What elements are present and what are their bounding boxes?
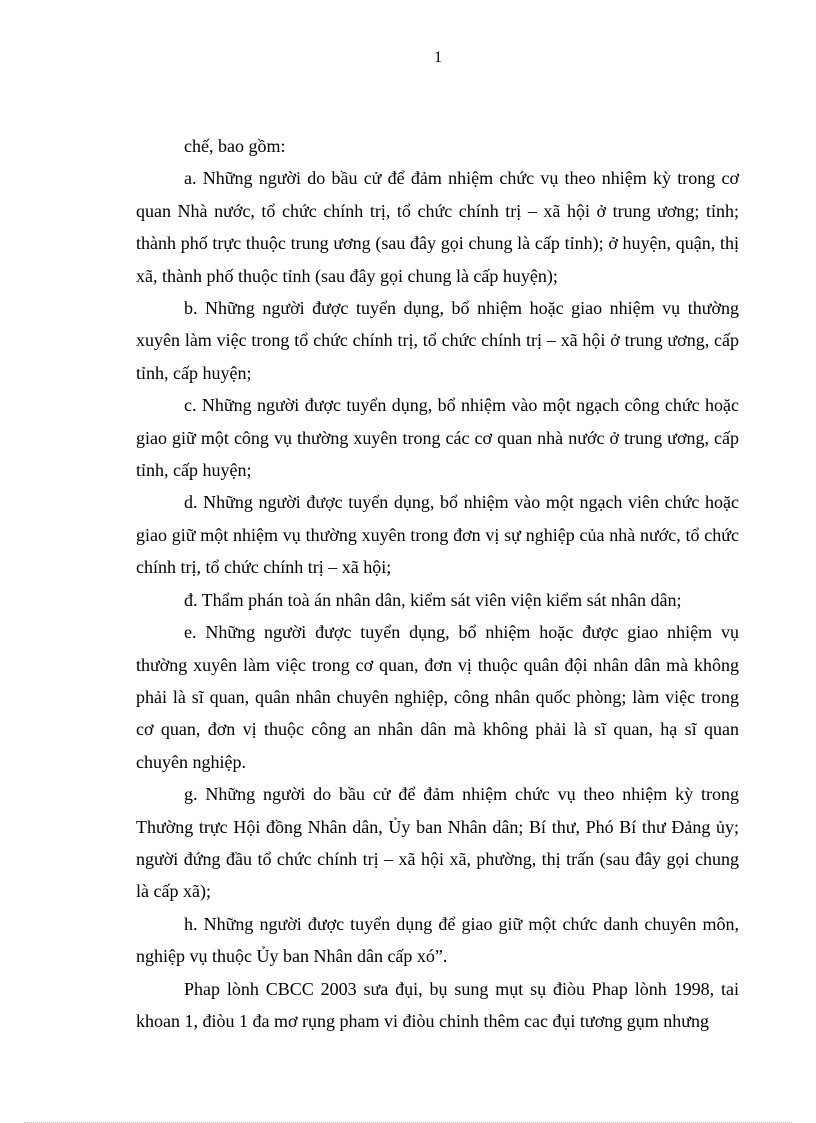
- paragraph-item-a: a. Những người do bầu cử để đảm nhiệm chức vụ theo nhiệm kỳ trong cơ quan Nhà nước, tổ chức chính trị, tổ chức chính trị – xã hội ở trung ương; tỉnh; thành phố trực thuộc trung ương (sau đây gọi chung là cấp tỉnh); ở huyện, quận, thị xã, thành phố thuộc tỉnh (sau đây gọi chung là cấp huyện);: [136, 168, 739, 286]
- paragraph-item-h: h. Những người được tuyển dụng để giao giữ một chức danh chuyên môn, nghiệp vụ thuộc Ủy ban Nhân dân cấp xó”.: [136, 913, 739, 967]
- paragraph-item-g: g. Những người do bầu cử để đảm nhiệm chức vụ theo nhiệm kỳ trong Thường trực Hội đồng Nhân dân, Ủy ban Nhân dân; Bí thư, Phó Bí thư Đảng ủy; người đứng đầu tổ chức chính trị – xã hội xã, phường, thị trấn (sau đây gọi chung là cấp xã);: [136, 784, 739, 902]
- paragraph-continuation: Phap lònh CBCC 2003 sưa đụi, bụ sung mụt sụ điòu Phap lònh 1998, tai khoan 1, điòu 1 đa mơ rụng pham vi điòu chinh thêm cac đụi tương gụm nhưng: [136, 978, 739, 1031]
- paragraph-intro: chế, bao gồm:: [184, 136, 286, 156]
- paragraph-item-d: d. Những người được tuyển dụng, bổ nhiệm vào một ngạch viên chức hoặc giao giữ một nhiệm vụ thường xuyên trong đơn vị sự nghiệp của nhà nước, tổ chức chính trị, tổ chức chính trị – xã hội;: [136, 492, 739, 578]
- document-body: [136, 130, 739, 1037]
- paragraph-item-dd: đ. Thẩm phán toà án nhân dân, kiểm sát viên viện kiểm sát nhân dân;: [184, 589, 682, 610]
- page-number: 1: [434, 49, 442, 66]
- paragraph-item-e: e. Những người được tuyển dụng, bổ nhiệm hoặc được giao nhiệm vụ thường xuyên làm việc trong cơ quan, đơn vị thuộc quân đội nhân dân mà không phải là sĩ quan, quân nhân chuyên nghiệp, công nhân quốc phòng; làm việc trong cơ quan, đơn vị thuộc công an nhân dân mà không phải là sĩ quan, hạ sĩ quan chuyên nghiệp.: [136, 622, 739, 772]
- paragraph-item-c: c. Những người được tuyển dụng, bổ nhiệm vào một ngạch công chức hoặc giao giữ một công vụ thường xuyên trong các cơ quan nhà nước ở trung ương, cấp tỉnh, cấp huyện;: [136, 395, 739, 481]
- paragraph-item-b: b. Những người được tuyển dụng, bổ nhiệm hoặc giao nhiệm vụ thường xuyên làm việc trong tổ chức chính trị, tổ chức chính trị – xã hội ở trung ương, cấp tỉnh, cấp huyện;: [136, 298, 739, 383]
